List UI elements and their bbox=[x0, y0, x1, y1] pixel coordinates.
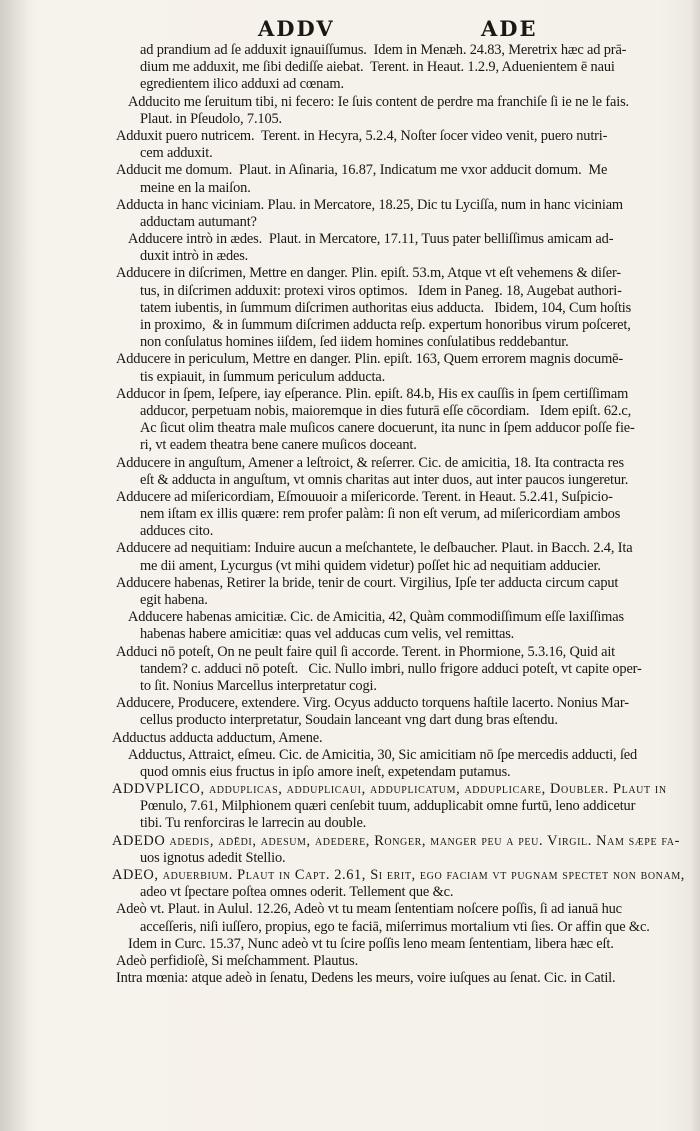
text-line: cem adduxit. bbox=[140, 145, 213, 162]
text-line: Adducere ad miſericordiam, Eſmouuoir a miſericorde. Terent. in Heaut. 5.2.41, Suſpicio- bbox=[116, 488, 613, 505]
text-line: egredientem ilico adduxi ad cœnam. bbox=[140, 76, 344, 93]
text-line: acceſſeris, niſi iuſſero, propius, ego te faciā, miſerrimus mortalium vti ſies. Or affin que &c. bbox=[140, 918, 650, 935]
text-line: in proximo, & in ſummum diſcrimen adducta reſp. expertum honoribus virum poſceret, bbox=[140, 317, 631, 333]
text-line: Adducere in diſcrimen, Mettre en danger. Plin. epiſt. 53.m, Atque vt eſt vehemens & diſer- bbox=[116, 265, 621, 282]
text-line: me dii ament, Lycurgus (vt mihi quidem videtur) poſſet hic ad nequitiam adducier. bbox=[140, 557, 601, 574]
page-edge bbox=[690, 0, 700, 1131]
text-line: Idem in Curc. 15.37, Nunc adeò vt tu ſcire poſſis leno meam ſententiam, libera hæc eſt. bbox=[128, 935, 614, 952]
text-line: Adeò perfidioſè, Si meſchamment. Plautus. bbox=[116, 952, 359, 969]
text-line: duxit intrò in ædes. bbox=[140, 248, 249, 265]
text-line: ri, vt eadem theatra bene canere muſicos doceant. bbox=[140, 437, 417, 454]
text-line: adductam autumant? bbox=[140, 213, 257, 230]
text-line: dium me adduxit, me ſibi dediſſe aiebat. Terent. in Heaut. 1.2.9, Aduenientem ē naui bbox=[140, 59, 615, 76]
text-line: ADDVPLICO, adduplicas, adduplicaui, adduplicatum, adduplicare, Doubler. Plaut in bbox=[112, 781, 667, 798]
dictionary-entries bbox=[112, 42, 686, 987]
text-line: tis expiauit, in ſummum periculum adducta. bbox=[140, 368, 386, 385]
text-line: ADEO, aduerbium. Plaut in Capt. 2.61, Si erit, ego faciam vt pugnam ſpectet non bonam, bbox=[112, 867, 686, 883]
text-line: tus, in diſcrimen adduxit: protexi viros optimos. Idem in Paneg. 18, Augebat authori- bbox=[140, 282, 622, 299]
text-line: Adductus, Attraict, eſmeu. Cic. de Amicitia, 30, Sic amicitiam nō ſpe mercedis adducti, ſed bbox=[128, 746, 638, 763]
text-line: Adducere intrò in ædes. Plaut. in Mercatore, 17.11, Tuus pater belliſſimus amicam ad- bbox=[128, 231, 614, 248]
text-line: tandem? c. adduci nō poteſt. Cic. Nullo imbri, nullo frigore adduci poteſt, vt capite oper- bbox=[140, 660, 642, 677]
text-line: nem iſtam ex illis quære: rem profer palàm: ſi non eſt verum, ad miſericordiam ambos bbox=[140, 506, 621, 523]
binding-shadow bbox=[0, 0, 30, 1131]
text-line: tibi. Tu renforciras le larrecin au double. bbox=[140, 815, 367, 832]
text-line: meine en la maiſon. bbox=[140, 179, 251, 196]
text-line: quod omnis eius fructus in ipſo amore ineſt, expetendam putamus. bbox=[140, 763, 511, 780]
text-line: cellus producto interpretatur, Soudain lanceant vng dart dung bras eſtendu. bbox=[140, 712, 558, 729]
text-line: Adducere in anguſtum, Amener a leſtroict, & reſerrer. Cic. de amicitia, 18. Ita contracta res bbox=[116, 454, 624, 471]
text-line: non conſulatus homines iiſdem, ſed iidem homines conſulatibus reddebantur. bbox=[140, 334, 569, 351]
text-line: habenas habere amicitiæ: quas vel adducas cum velis, vel remittas. bbox=[140, 626, 515, 643]
running-head-right: ADE bbox=[481, 16, 538, 41]
text-line: Intra mœnia: atque adeò in ſenatu, Dedens les meurs, voire iuſques au ſenat. Cic. in Catil. bbox=[116, 970, 616, 987]
text-line: Adducere habenas, Retirer la bride, tenir de court. Virgilius, Ipſe ter adducta circum caput bbox=[116, 574, 619, 591]
text-line: Adducere habenas amicitiæ. Cic. de Amicitia, 42, Quàm commodiſſimum eſſe laxiſſimas bbox=[128, 609, 624, 626]
text-line: tatem iubentis, in ſummum diſcrimen authoritas eius adducta. Ibidem, 104, Cum hoſtis bbox=[140, 299, 632, 316]
text-line: Adducere in periculum, Mettre en danger. Plin. epiſt. 163, Quem errorem magnis documē- bbox=[116, 351, 624, 368]
text-line: to ſit. Nonius Marcellus interpretatur cogi. bbox=[140, 677, 377, 694]
text-line: Adduxit puero nutricem. Terent. in Hecyra, 5.2.4, Noſter ſocer video venit, puero nutri- bbox=[116, 127, 608, 144]
text-line: adeo vt ſpectare poſtea omnes oderit. Tellement que &c. bbox=[140, 884, 454, 901]
text-line: Adduci nō poteſt, On ne peult faire quil ſi accorde. Terent. in Phormione, 5.3.16, Quid ait bbox=[116, 643, 616, 660]
text-line: Adducta in hanc viciniam. Plau. in Mercatore, 18.25, Dic tu Lyciſſa, num in hanc viciniam bbox=[116, 196, 623, 213]
text-line: Adducere, Producere, extendere. Virg. Ocyus adducto torquens haſtile lacerto. Nonius Mar- bbox=[116, 695, 629, 712]
running-head-left: ADDV bbox=[258, 16, 335, 41]
text-line: Adducito me ſeruitum tibi, ni fecero: Ie ſuis content de perdre ma franchiſe ſi ie ne le fais. bbox=[128, 93, 629, 110]
text-line: adduces cito. bbox=[140, 523, 214, 540]
text-line: Adducit me domum. Plaut. in Aſinaria, 16.87, Indicatum me vxor adducit domum. Me bbox=[116, 162, 608, 179]
text-line: ADEDO adedis, adēdi, adeſum, adedere, Ronger, manger peu a peu. Virgil. Nam ſæpe fa- bbox=[112, 832, 681, 849]
text-line: Ac ſicut olim theatra male muſicos canere docuerunt, ita nunc in ſpem adducor poſſe fie- bbox=[140, 420, 635, 437]
text-line: ad prandium ad ſe adduxit ignauiſſumus. Idem in Menæh. 24.83, Meretrix hæc ad prā- bbox=[140, 42, 627, 58]
text-line: uos ignotus adedit Stellio. bbox=[140, 849, 286, 866]
text-line: Adductus adducta adductum, Amene. bbox=[112, 729, 323, 746]
text-line: Adeò vt. Plaut. in Aulul. 12.26, Adeò vt tu meam ſententiam noſcere poſſis, ſi ad ianuā huc bbox=[116, 901, 622, 918]
text-line: egit habena. bbox=[140, 592, 208, 608]
text-line: Plaut. in Pſeudolo, 7.105. bbox=[140, 110, 283, 127]
text-line: Pœnulo, 7.61, Milphionem quæri cenſebit tuum, adduplicabit omne furtū, leno addicetur bbox=[140, 798, 636, 815]
text-line: Adducor in ſpem, Ieſpere, iay eſperance. Plin. epiſt. 84.b, His ex cauſſis in ſpem certiſſimam bbox=[116, 385, 629, 402]
text-line: Adducere ad nequitiam: Induire aucun a meſchantete, le deſbaucher. Plaut. in Bacch. 2.4, Ita bbox=[116, 540, 633, 557]
text-line: adducor, perpetuam nobis, maioremque in dies futurā eſſe cōcordiam. Idem epiſt. 62.c, bbox=[140, 402, 632, 419]
text-line: eſt & adducta in anguſtum, vt omnis charitas aut inter duos, aut inter paucos iungeretur. bbox=[140, 471, 629, 488]
running-head bbox=[0, 6, 700, 40]
